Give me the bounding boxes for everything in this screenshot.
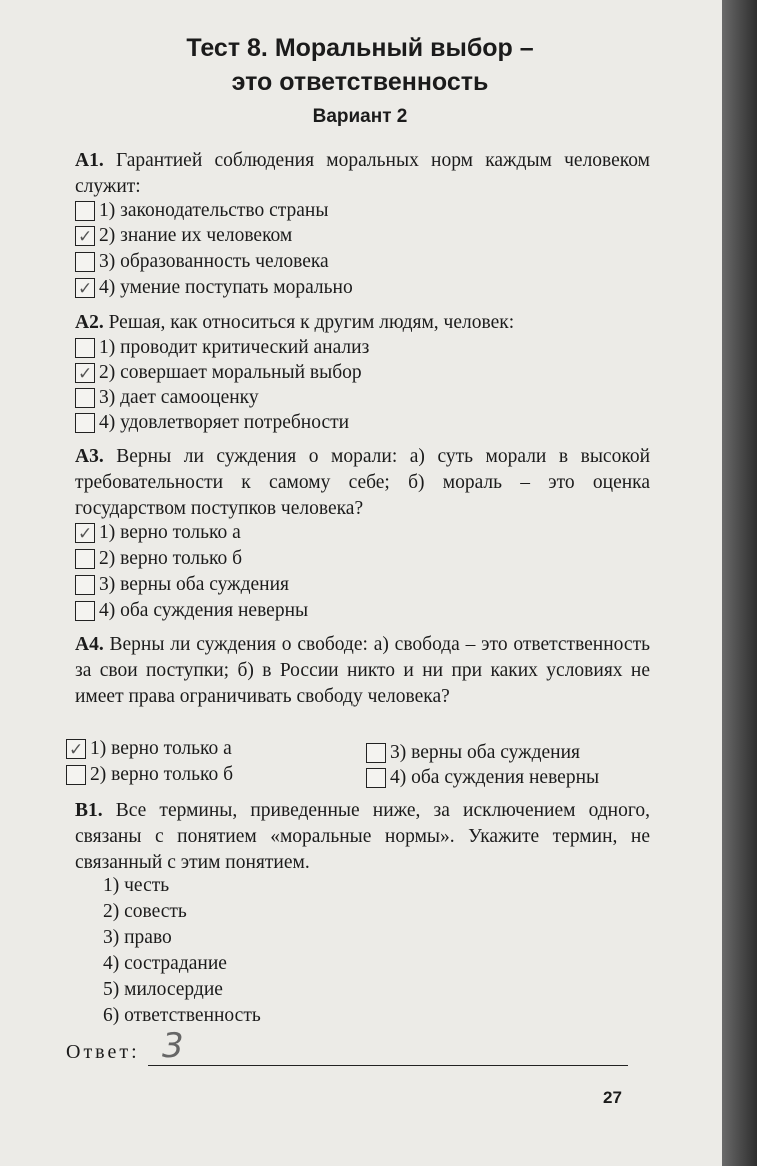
answer-label: Ответ: (66, 1041, 140, 1063)
question-a4-text: Верны ли суждения о свободе: а) свобода – это ответственность за свои поступки; б) в России никто и ни при каких условиях не имеет права ограничивать свободу человека? (75, 634, 650, 707)
b1-term-5: 5) милосердие (103, 979, 223, 1000)
a1-option-4[interactable] (75, 276, 353, 300)
b1-term-4: 4) сострадание (103, 953, 227, 974)
check-mark-icon: ✓ (78, 364, 93, 384)
option-label: 2) верно только б (90, 764, 234, 785)
option-label: 4) умение поступать морально (99, 277, 353, 298)
b1-term-3: 3) право (103, 927, 172, 948)
variant-heading: Вариант 2 (312, 106, 408, 127)
question-a2-label: А2. (75, 312, 104, 333)
question-b1-label: В1. (75, 800, 103, 821)
question-b1-text: Все термины, приведенные ниже, за исключением одного, связаны с понятием «моральные нормы». Укажите термин, не связанный с этим понятием. (75, 800, 651, 873)
checkbox[interactable] (75, 363, 95, 383)
checkbox[interactable] (75, 278, 95, 298)
option-label: 3) дает самооценку (99, 387, 259, 408)
a1-option-1[interactable] (75, 199, 328, 223)
check-mark-icon: ✓ (69, 740, 84, 760)
b1-term-2: 2) совесть (103, 901, 187, 922)
page-edge (722, 0, 757, 1166)
option-label: 4) оба суждения неверны (390, 767, 600, 788)
checkbox[interactable] (66, 739, 86, 759)
option-label: 1) проводит критический анализ (99, 337, 370, 358)
question-a4 (75, 632, 650, 710)
check-mark-icon: ✓ (78, 524, 93, 544)
a4-option-1[interactable] (66, 737, 232, 761)
question-a1-label: А1. (75, 150, 104, 171)
question-a1 (75, 148, 650, 200)
option-label: 3) верны оба суждения (390, 742, 581, 763)
a2-option-2[interactable] (75, 361, 362, 385)
a3-option-1[interactable] (75, 521, 241, 545)
b1-term-1: 1) честь (103, 875, 170, 896)
option-label: 4) оба суждения неверны (99, 600, 309, 621)
page-title-line1: Тест 8. Моральный выбор – (186, 34, 534, 62)
a1-option-2[interactable] (75, 224, 292, 248)
checkbox[interactable] (75, 575, 95, 595)
question-a3-label: А3. (75, 446, 104, 467)
question-a3-text: Верны ли суждения о морали: а) суть морали в высокой требовательности к самому себе; б) мораль – это оценка государством поступков человека? (75, 446, 651, 519)
checkbox[interactable] (366, 743, 386, 763)
a4-option-4[interactable] (366, 766, 599, 790)
a3-option-2[interactable] (75, 547, 242, 571)
option-label: 2) верно только б (99, 548, 243, 569)
question-a1-text: Гарантией соблюдения моральных норм каждым человеком служит: (75, 150, 650, 197)
question-a3 (75, 444, 650, 522)
option-label: 2) совершает моральный выбор (99, 362, 362, 383)
option-label: 1) законодательство страны (99, 200, 329, 221)
a3-option-3[interactable] (75, 573, 289, 597)
option-label: 2) знание их человеком (99, 225, 293, 246)
option-label: 1) верно только а (99, 522, 241, 543)
b1-term-6: 6) ответственность (103, 1005, 261, 1026)
option-label: 4) удовлетворяет потребности (99, 412, 350, 433)
checkbox[interactable] (366, 768, 386, 788)
a1-option-3[interactable] (75, 250, 329, 274)
checkbox[interactable] (75, 523, 95, 543)
check-mark-icon: ✓ (78, 227, 93, 247)
checkbox[interactable] (75, 338, 95, 358)
question-a4-label: А4. (75, 634, 104, 655)
check-mark-icon: ✓ (78, 279, 93, 299)
checkbox[interactable] (75, 549, 95, 569)
page-number: 27 (603, 1088, 622, 1107)
a4-option-2[interactable] (66, 763, 233, 787)
checkbox[interactable] (75, 252, 95, 272)
question-b1 (75, 798, 650, 876)
a4-option-3[interactable] (366, 741, 580, 765)
a2-option-4[interactable] (75, 411, 349, 435)
answer-line[interactable] (148, 1065, 628, 1066)
checkbox[interactable] (66, 765, 86, 785)
question-a2-text: Решая, как относиться к другим людям, человек: (108, 312, 515, 333)
option-label: 3) образованность человека (99, 251, 329, 272)
option-label: 1) верно только а (90, 738, 232, 759)
answer-value[interactable]: 3 (162, 1026, 184, 1066)
checkbox[interactable] (75, 601, 95, 621)
checkbox[interactable] (75, 388, 95, 408)
checkbox[interactable] (75, 226, 95, 246)
checkbox[interactable] (75, 413, 95, 433)
option-label: 3) верны оба суждения (99, 574, 290, 595)
page-title-line2: это ответственность (231, 68, 489, 96)
a2-option-3[interactable] (75, 386, 259, 410)
a3-option-4[interactable] (75, 599, 308, 623)
checkbox[interactable] (75, 201, 95, 221)
a2-option-1[interactable] (75, 336, 369, 360)
question-a2 (75, 310, 650, 336)
